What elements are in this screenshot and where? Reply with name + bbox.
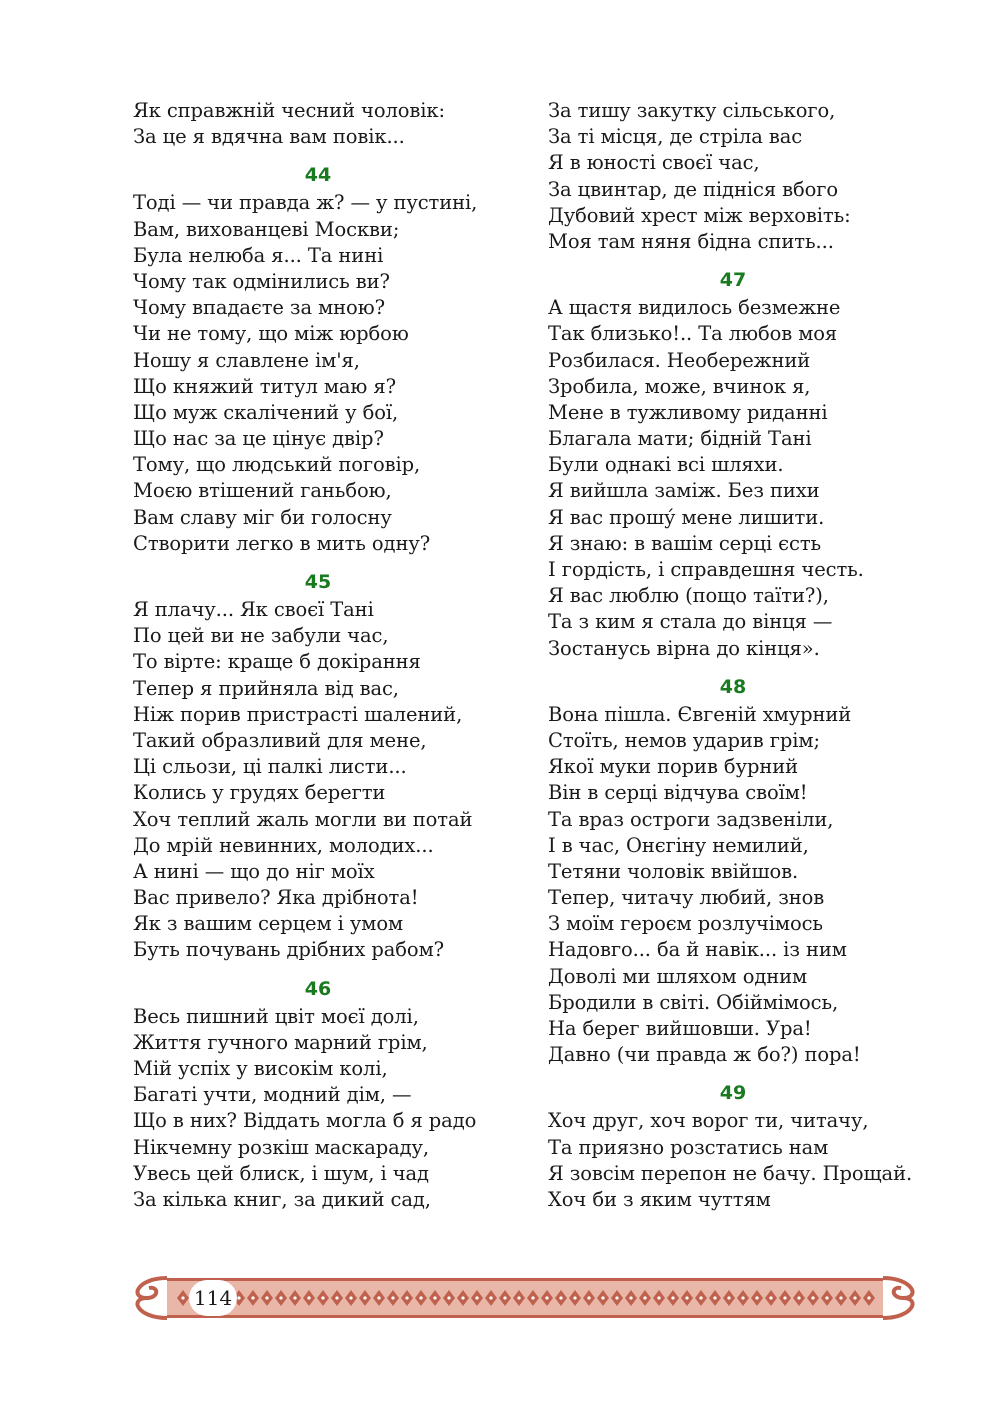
verse-line: Вас привело? Яка дрібнота! [133,886,419,910]
verse-line: Я вас люблю (пощо таїти?), [548,584,829,608]
verse-line: Чому впадаєте за мною? [133,296,385,320]
verse-line: Ніж порив пристрасті шалений, [133,702,463,726]
verse-line: Створити легко в мить одну? [133,531,431,555]
verse-line: За цвинтар, де підніся вбого [548,177,839,201]
stanza-number: 48 [719,675,747,698]
verse-line: Що княжий титул маю я? [133,374,396,398]
stanza-number: 47 [719,269,747,292]
verse-line: Тепер, читачу любий, знов [548,886,825,910]
stanza-number: 45 [304,571,332,593]
verse-line: Хоч теплий жаль могли ви потай [133,807,473,831]
verse-line: Життя гучного марний грім, [133,1030,428,1054]
verse-line: Хоч друг, хоч ворог ти, читачу, [548,1109,869,1133]
verse-line: Ці сльози, ці палкі листи... [133,755,407,779]
left-column [133,98,503,1213]
verse-line: Ношу я славлене ім'я, [133,348,360,372]
verse-line: Багаті учти, модний дім, — [133,1083,412,1107]
verse-line: Тому, що людський поговір, [133,453,421,477]
page-number: 114 [189,1280,237,1316]
verse-line: Давно (чи правда ж бо?) пора! [548,1043,861,1067]
verse-line: Розбилася. Необережний [548,348,811,372]
verse-line: За кілька книг, за дикий сад, [133,1187,431,1211]
verse-line: Я вас прошу́ мене лишити. [548,505,825,529]
verse-line: Були однакі всі шляхи. [548,453,784,477]
verse-line: І гордість, і справдешня честь. [548,558,864,581]
verse-line: Моєю втішений ганьбою, [133,479,392,503]
verse-line: Мій успіх у високім колі, [133,1057,388,1080]
verse-line: Так близько!.. Та любов моя [548,322,838,346]
verse-line: Вона пішла. Євгеній хмурний [548,702,852,726]
verse-line: Тоді — чи правда ж? — у пустині, [133,191,478,215]
verse-line: Що муж скалічений у бої, [133,400,399,424]
verse-line: Весь пишний цвіт моєї долі, [133,1004,419,1028]
verse-line: Чи не тому, що між юрбою [133,322,409,346]
verse-line: Я зовсім перепон не бачу. Прощай. [548,1161,913,1185]
ornament-border [127,1272,923,1324]
verse-line: Що нас за це цінує двір? [133,427,384,451]
verse-line: То вірте: краще б докірання [133,650,421,674]
verse-line: Я вийшла заміж. Без пихи [548,479,820,503]
verse-line: І в час, Онєгіну немилий, [548,833,809,857]
verse-line: Була нелюба я... Та нині [133,243,384,267]
verse-line: Чому так одмінились ви? [133,269,390,293]
verse-line: Буть почувань дрібних рабом? [133,938,444,962]
verse-line: З моїм героєм розлучімось [548,912,823,936]
verse-line: Вам славу міг би голосну [133,505,392,529]
verse-line: Хоч би з яким чуттям [548,1187,771,1211]
verse-line: А щастя видилось безмежне [548,296,841,320]
verse-line: Мене в тужливому риданні [548,400,828,424]
verse-line: За це я вдячна вам повік... [133,125,405,149]
verse-line: Бродили в світі. Обіймімось, [548,990,839,1014]
verse-line: Та з ким я стала до вінця — [548,610,833,634]
verse-line: Стоїть, немов ударив грім; [548,728,820,752]
right-column [548,98,918,1213]
verse-line: Тетяни чоловік ввійшов. [548,859,799,883]
stanza-number: 46 [304,977,332,1000]
verse-line: Я в юності своєї час, [548,151,760,175]
verse-line: По цей ви не забули час, [133,624,389,648]
verse-line: Благала мати; бідній Тані [548,427,812,451]
verse-line: Якої муки порив бурний [548,755,799,779]
verse-line: Як справжній чесний чоловік: [133,99,445,122]
verse-line: Що в них? Віддать могла б я радо [133,1109,477,1133]
verse-line: Зостанусь вірна до кінця». [548,636,820,660]
stanza-number: 44 [304,164,332,187]
verse-line: Увесь цей блиск, і шум, і чад [133,1161,429,1185]
verse-line: Та приязно розстатись нам [548,1135,829,1159]
verse-line: Я знаю: в вашім серці єсть [548,531,822,555]
verse-line: Та враз остроги задзвеніли, [548,807,834,831]
verse-line: Я плачу... Як своєї Тані [133,598,374,621]
verse-line: Тепер я прийняла від вас, [133,676,399,700]
verse-line: Вам, вихованцеві Москви; [133,217,400,241]
verse-line: А нині — що до ніг моїх [133,859,375,883]
stanza-number: 49 [719,1082,747,1105]
verse-line: Доволі ми шляхом одним [548,964,808,988]
verse-line: Колись у грудях берегти [133,781,386,805]
verse-line: Нікчемну розкіш маскараду, [133,1135,430,1159]
verse-line: Дубовий хрест між верховіть: [548,203,851,227]
verse-line: На берег вийшовши. Ура! [548,1017,812,1040]
verse-line: До мрій невинних, молодих... [133,833,434,857]
verse-line: Такий образливий для мене, [133,728,427,752]
verse-line: Надовго... ба й навік... із ним [548,938,847,962]
verse-line: Зробила, може, вчинок я, [548,374,811,398]
verse-line: Моя там няня бідна спить... [548,229,834,253]
verse-line: Як з вашим серцем і умом [133,912,404,936]
page-footer [127,1272,923,1324]
verse-line: За тишу закутку сільського, [548,99,836,122]
verse-line: Він в серці відчува своїм! [548,781,808,805]
verse-line: За ті місця, де стріла вас [548,125,803,149]
